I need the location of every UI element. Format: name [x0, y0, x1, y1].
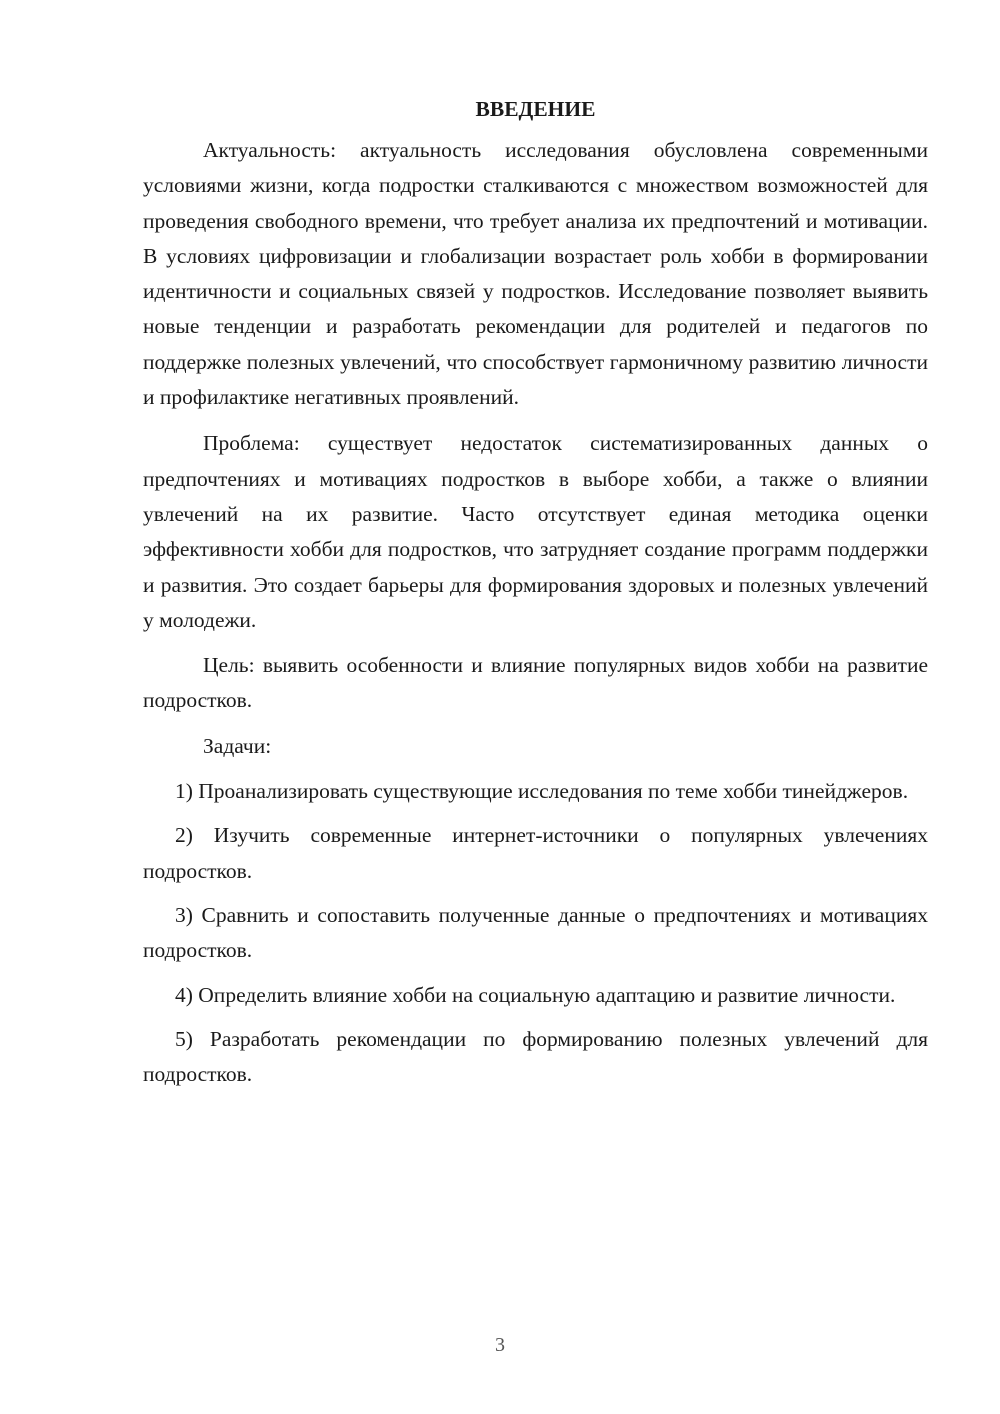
section-heading: ВВЕДЕНИЕ	[475, 97, 596, 121]
task-item: 2) Изучить современные интернет-источники о популярных увлечениях подростков.	[143, 823, 928, 883]
problem-paragraph: Проблема: существует недостаток систематизированных данных о предпочтениях и мотивациях подростков в выборе хобби, а также о влиянии увлечений на их развитие. Часто отсутствует единая методика оценки эффективности хобби для подростков, что затрудняет создание программ поддержки и развития. Это создает барьеры для формирования здоровых и полезных увлечений у молодежи.	[143, 431, 928, 632]
task-item: 5) Разработать рекомендации по формированию полезных увлечений для подростков.	[143, 1026, 928, 1087]
page-number: 3	[495, 1334, 505, 1356]
relevance-paragraph: Актуальность: актуальность исследования обусловлена современными условиями жизни, когда подростки сталкиваются с множеством возможностей для проведения свободного времени, что требует анализа их предпочтений и мотивации. В условиях цифровизации и глобализации возрастает роль хобби в формировании идентичности и социальных связей у подростков. Исследование позволяет выявить новые тенденции и разработать рекомендации для родителей и педагогов по поддержке полезных увлечений, что способствует гармоничному развитию личности и профилактике негативных проявлений.	[143, 138, 928, 410]
task-item: 4) Определить влияние хобби на социальную адаптацию и развитие личности.	[175, 982, 896, 1007]
tasks-label: Задачи:	[203, 733, 272, 758]
goal-paragraph: Цель: выявить особенности и влияние популярных видов хобби на развитие подростков.	[143, 653, 928, 713]
tasks-list	[143, 774, 928, 1092]
task-item: 3) Сравнить и сопоставить полученные данные о предпочтениях и мотивациях подростков.	[143, 902, 928, 963]
document-page	[143, 92, 928, 1092]
task-item: 1) Проанализировать существующие исследования по теме хобби тинейджеров.	[175, 779, 909, 804]
